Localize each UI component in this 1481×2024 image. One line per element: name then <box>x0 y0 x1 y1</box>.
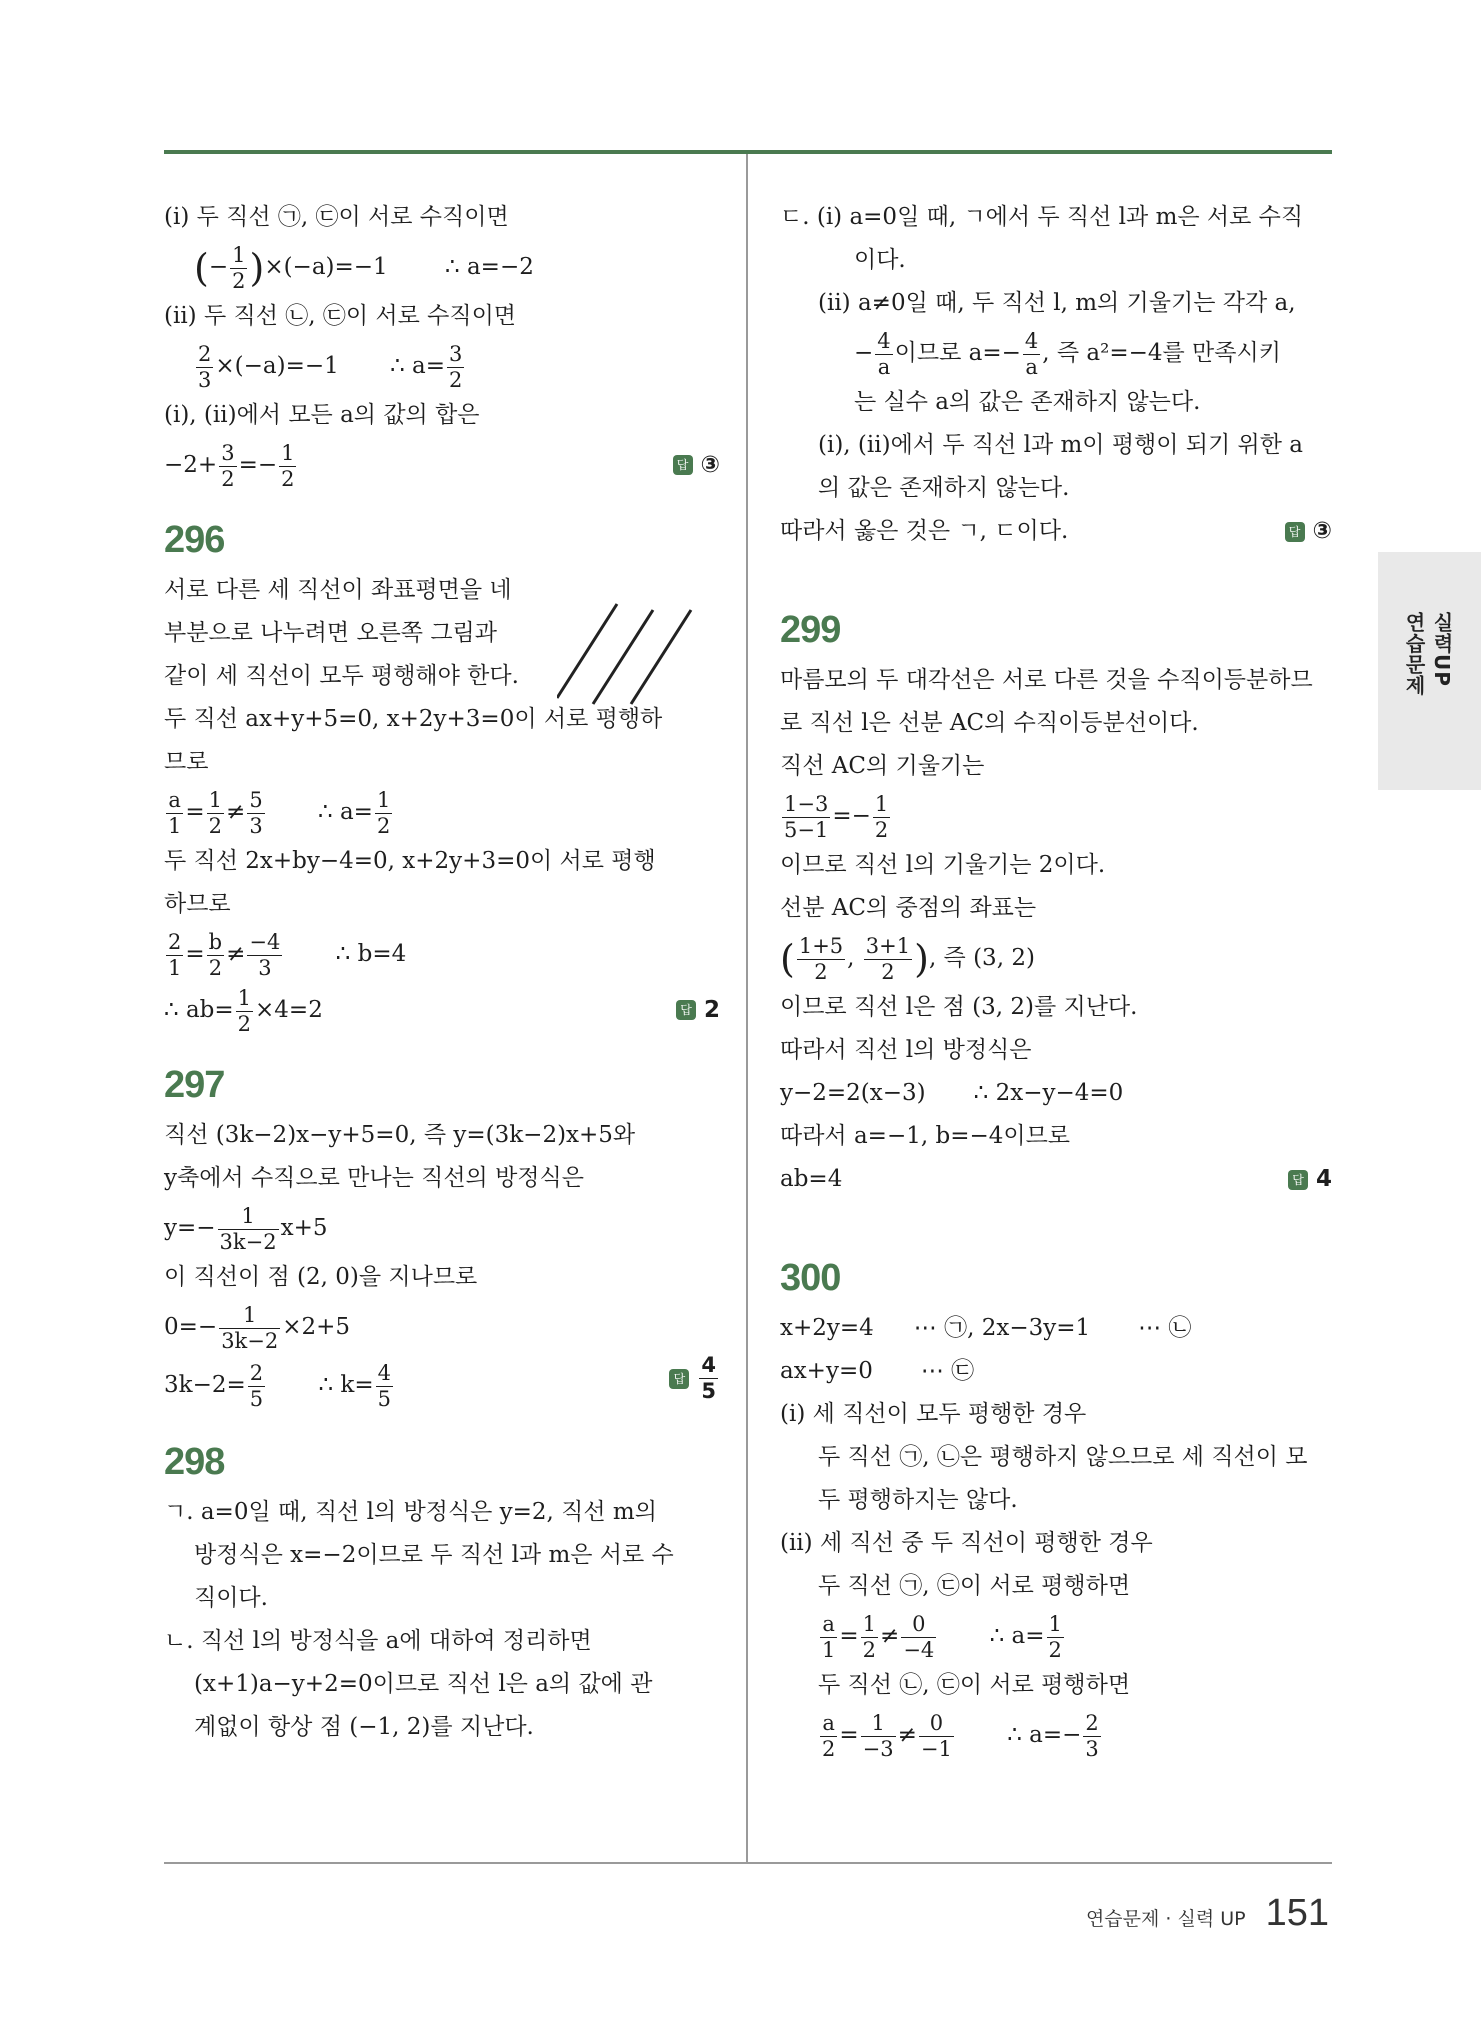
equation-line: y=− $\frac{1}{3k-2}$ x+5 <box>164 1203 328 1254</box>
text-line: 의 값은 존재하지 않는다. <box>818 475 1070 501</box>
side-tab-label: 실력UP <box>1430 612 1454 687</box>
text-line: 같이 세 직선이 모두 평행해야 한다. <box>164 663 519 689</box>
answer-mark: 답 4 <box>1288 1158 1332 1201</box>
text-line: (x+1)a−y+2=0이므로 직선 l은 a의 값에 관 <box>194 1671 653 1697</box>
fraction: $\frac{3+1}{2}$ <box>865 933 911 984</box>
left-column <box>164 196 720 1749</box>
equation-line: ax+y=0 ⋯ ㉢ <box>780 1358 975 1384</box>
fraction: $\frac{0}{-1}$ <box>920 1710 952 1761</box>
fraction: $\frac{1}{-3}$ <box>862 1710 894 1761</box>
text-line: (ⅰ) 세 직선이 모두 평행한 경우 <box>780 1401 1087 1427</box>
footer-section-label: 연습문제 · 실력 UP <box>1085 1908 1246 1930</box>
text-line: 므로 <box>164 749 209 775</box>
text-line: ab=4 답 4 <box>780 1158 1332 1201</box>
equation-line: 3k−2= $\frac{2}{5}$ ∴ k= $\frac{4}{5}$ 답 $\frac{4}{5}$ <box>164 1355 720 1415</box>
parallel-line <box>557 604 617 698</box>
fraction: $\frac{3}{2}$ <box>221 440 235 491</box>
text-line: (ⅱ) 세 직선 중 두 직선이 평행한 경우 <box>780 1530 1153 1556</box>
fraction: $\frac{1}{2}$ <box>281 440 295 491</box>
problem-number: 298 <box>164 1441 225 1483</box>
problem-number: 297 <box>164 1064 225 1106</box>
fraction: $\frac{-4}{3}$ <box>249 929 281 980</box>
parallel-line <box>631 610 691 704</box>
page-footer <box>1086 1892 1329 1935</box>
fraction: $\frac{1}{2}$ <box>376 787 391 838</box>
fraction: $\frac{5}{3}$ <box>249 787 263 838</box>
fraction: $\frac{2}{3}$ <box>1085 1710 1099 1761</box>
equation-line: −2+ $\frac{3}{2}$ =− $\frac{1}{2}$ 답 ③ <box>164 437 720 493</box>
text-line: 두 평행하지는 않다. <box>818 1487 1018 1513</box>
fraction: $\frac{4}{5}$ <box>377 1360 391 1411</box>
fraction: $\frac{4}{a}$ <box>1024 328 1039 379</box>
equation-line: $\frac{1-3}{5-1}$ =− $\frac{1}{2}$ <box>784 791 889 842</box>
text-line: (ⅰ), (ⅱ)에서 모든 a의 값의 합은 <box>164 402 480 428</box>
text-line: 마름모의 두 대각선은 서로 다른 것을 수직이등분하므 <box>780 667 1313 693</box>
text-line: 직이다. <box>194 1585 268 1611</box>
column-divider <box>746 154 748 1862</box>
text-line: 는 실수 a의 값은 존재하지 않는다. <box>854 389 1201 415</box>
equation-line: y−2=2(x−3) ∴ 2x−y−4=0 <box>780 1080 1124 1106</box>
text-line: 두 직선 ax+y+5=0, x+2y+3=0이 서로 평행하 <box>164 706 663 732</box>
text-line: 따라서 직선 l의 방정식은 <box>780 1037 1032 1063</box>
equation-line: ∴ ab= $\frac{1}{2}$ ×4=2 답 2 <box>164 982 720 1038</box>
answer-mark: 답 2 <box>676 982 720 1038</box>
bottom-rule <box>164 1862 1332 1864</box>
text-line: 두 직선 ㉠, ㉡은 평행하지 않으므로 세 직선이 모 <box>818 1444 1308 1470</box>
text-line: 따라서 옳은 것은 ㄱ, ㄷ이다. 답 ③ <box>780 510 1332 553</box>
side-tab-label: 연습문제 <box>1402 612 1426 696</box>
equation-line: $\frac{a}{1}$ = $\frac{1}{2}$ ≠ $\frac{0}{-4}$ ∴ a= $\frac{1}{2}$ <box>822 1611 1062 1662</box>
answer-mark <box>669 1355 720 1402</box>
text-line: 계없이 항상 점 (−1, 2)를 지난다. <box>194 1714 534 1740</box>
text-line: 직선 AC의 기울기는 <box>780 753 985 779</box>
fraction: $\frac{2}{5}$ <box>249 1360 264 1411</box>
section-side-tab <box>1378 552 1481 790</box>
equation-line: $\frac{a}{1}$ = $\frac{1}{2}$ ≠ $\frac{5}{3}$ ∴ a= $\frac{1}{2}$ <box>168 787 391 838</box>
answer-mark: 답 ③ <box>673 437 720 493</box>
fraction: $\frac{1}{2}$ <box>237 985 252 1036</box>
equation-line: x+2y=4 ⋯ ㉠, 2x−3y=1 ⋯ ㉡ <box>780 1315 1192 1341</box>
text-line: 두 직선 ㉠, ㉢이 서로 평행하면 <box>818 1573 1131 1599</box>
text-line: 부분으로 나누려면 오른쪽 그림과 <box>164 620 497 646</box>
text-line: 이므로 직선 l은 점 (3, 2)를 지난다. <box>780 994 1138 1020</box>
parallel-line <box>593 610 653 704</box>
text-line: 이 직선이 점 (2, 0)을 지나므로 <box>164 1264 478 1290</box>
text-line: 이다. <box>854 247 906 273</box>
fraction: $\frac{1}{2}$ <box>874 791 889 842</box>
answer-badge-icon: 답 <box>673 455 693 475</box>
text-line: 서로 다른 세 직선이 좌표평면을 네 <box>164 577 512 603</box>
text-line: 따라서 a=−1, b=−4이므로 <box>780 1123 1071 1149</box>
text-line: ㄷ. (ⅰ) a=0일 때, ㄱ에서 두 직선 l과 m은 서로 수직 <box>780 204 1304 230</box>
text-line: ㄱ. a=0일 때, 직선 l의 방정식은 y=2, 직선 m의 <box>164 1499 657 1525</box>
problem-number: 296 <box>164 519 225 561</box>
fraction: $\frac{1}{3k-2}$ <box>219 1203 277 1254</box>
answer-badge-icon: 답 <box>676 1000 696 1020</box>
equation-line: 0=− $\frac{1}{3k-2}$ ×2+5 <box>164 1302 351 1353</box>
fraction: $\frac{1}{2}$ <box>208 787 223 838</box>
page-number: 151 <box>1265 1892 1329 1934</box>
text-line: ㄴ. 직선 l의 방정식을 a에 대하여 정리하면 <box>164 1628 592 1654</box>
fraction: $\frac{1}{2}$ <box>232 242 246 293</box>
text-line: 두 직선 2x+by−4=0, x+2y+3=0이 서로 평행 <box>164 848 656 874</box>
fraction: $\frac{1-3}{5-1}$ <box>784 791 829 842</box>
answer-mark: 답 ③ <box>1285 510 1332 553</box>
fraction: $\frac{a}{1}$ <box>168 787 182 838</box>
fraction: $\frac{1+5}{2}$ <box>798 933 844 984</box>
answer-badge-icon: 답 <box>669 1369 689 1389</box>
top-rule <box>164 150 1332 154</box>
fraction: $\frac{1}{2}$ <box>1048 1611 1062 1662</box>
text-line: 이므로 직선 l의 기울기는 2이다. <box>780 852 1106 878</box>
fraction: $\frac{a}{2}$ <box>822 1710 836 1761</box>
problem-number: 300 <box>780 1257 841 1299</box>
text-line: (ⅱ) 두 직선 ㉡, ㉢이 서로 수직이면 <box>164 303 517 329</box>
fraction: $\frac{4}{a}$ <box>877 328 891 379</box>
answer-badge-icon: 답 <box>1285 522 1305 542</box>
fraction: $\frac{a}{1}$ <box>822 1611 836 1662</box>
fraction: $\frac{1}{2}$ <box>862 1611 877 1662</box>
fraction: $\frac{2}{3}$ <box>198 341 212 392</box>
fraction: $\frac{2}{1}$ <box>168 929 182 980</box>
text-line: 로 직선 l은 선분 AC의 수직이등분선이다. <box>780 710 1199 736</box>
problem-number: 299 <box>780 609 841 651</box>
equation-line: (− $\frac{1}{2}$ )×(−a)=−1 ∴ a=−2 <box>194 242 534 293</box>
equation-line: ( $\frac{1+5}{2}$ , $\frac{3+1}{2}$ ), 즉 (3, 2) <box>780 933 1035 984</box>
equation-line: $\frac{a}{2}$ = $\frac{1}{-3}$ ≠ $\frac{0}{-1}$ ∴ a=− $\frac{2}{3}$ <box>822 1710 1099 1761</box>
text-line: (ⅰ) 두 직선 ㉠, ㉢이 서로 수직이면 <box>164 204 509 230</box>
right-column <box>780 196 1332 1763</box>
fraction: $\frac{1}{3k-2}$ <box>221 1302 279 1353</box>
text-line: 두 직선 ㉡, ㉢이 서로 평행하면 <box>818 1672 1131 1698</box>
text-line: 직선 (3k−2)x−y+5=0, 즉 y=(3k−2)x+5와 <box>164 1122 636 1148</box>
fraction: $\frac{3}{2}$ <box>449 341 463 392</box>
equation-line: $\frac{2}{1}$ = $\frac{b}{2}$ ≠ $\frac{-4}{3}$ ∴ b=4 <box>168 929 407 980</box>
parallel-lines-figure <box>557 600 717 710</box>
fraction: $\frac{0}{-4}$ <box>903 1611 935 1662</box>
text-line: 방정식은 x=−2이므로 두 직선 l과 m은 서로 수 <box>194 1542 674 1568</box>
answer-fraction: $\frac{4}{5}$ <box>701 1353 716 1403</box>
text-line: 선분 AC의 중점의 좌표는 <box>780 895 1037 921</box>
text-line: 하므로 <box>164 891 231 917</box>
equation-line: − $\frac{4}{a}$ 이므로 a=− $\frac{4}{a}$ , 즉 a²=−4를 만족시키 <box>854 328 1281 379</box>
text-line: (ⅱ) a≠0일 때, 두 직선 l, m의 기울기는 각각 a, <box>818 290 1296 316</box>
answer-badge-icon: 답 <box>1288 1170 1308 1190</box>
fraction: $\frac{b}{2}$ <box>208 929 223 980</box>
equation-line: $\frac{2}{3}$ ×(−a)=−1 ∴ a= $\frac{3}{2}$ <box>198 341 463 392</box>
text-line: (ⅰ), (ⅱ)에서 두 직선 l과 m이 평행이 되기 위한 a <box>818 432 1304 458</box>
text-line: y축에서 수직으로 만나는 직선의 방정식은 <box>164 1165 584 1191</box>
